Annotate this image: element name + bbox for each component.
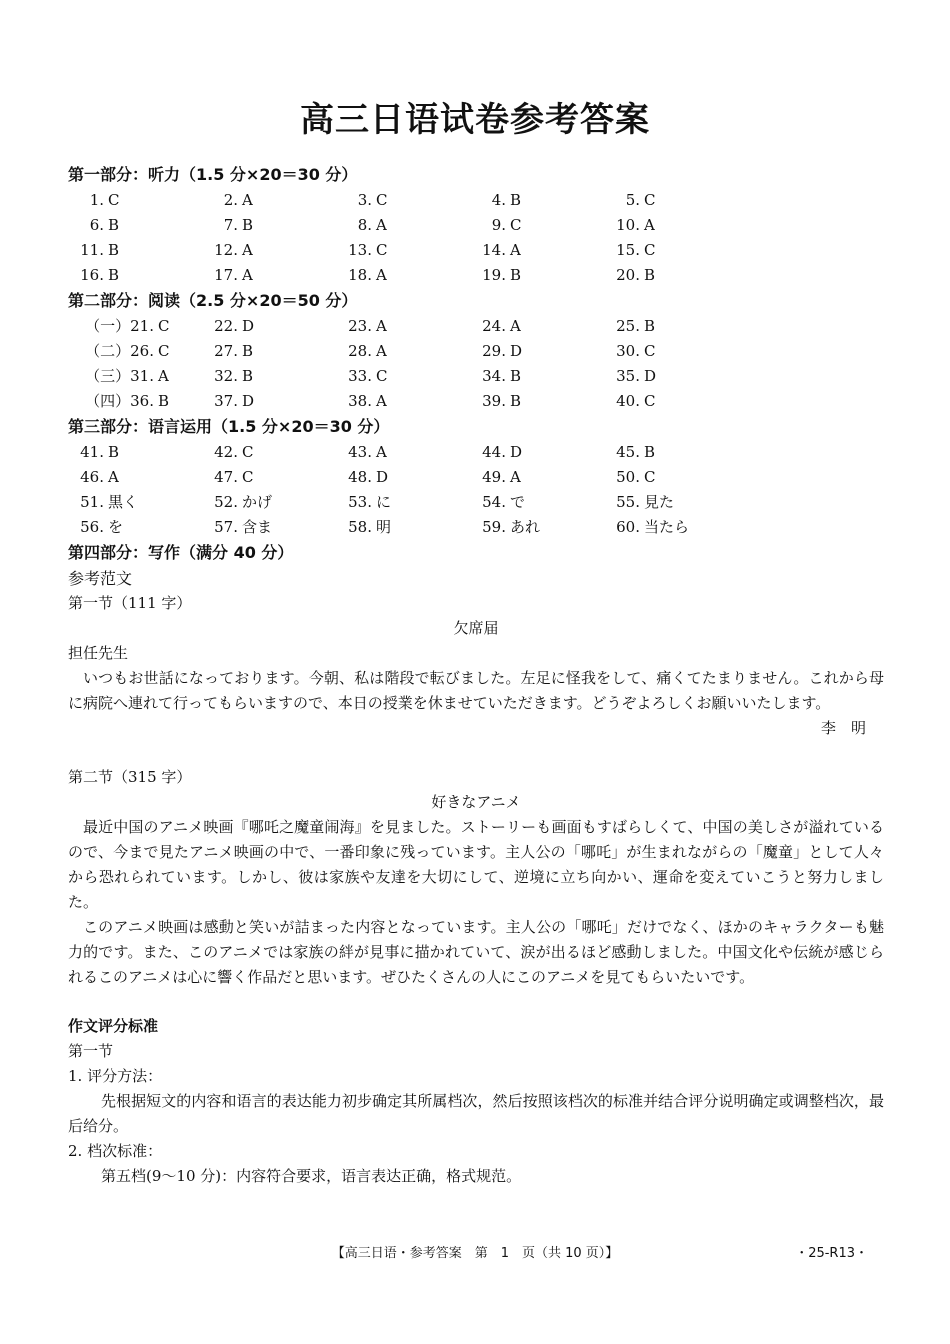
- answer-cell: [68, 339, 202, 364]
- answer-cell: [68, 465, 202, 490]
- question-number: 18.: [348, 266, 372, 284]
- answer-value: B: [644, 443, 656, 461]
- answer-cell: [68, 263, 202, 288]
- answer-cell: [68, 188, 202, 213]
- part2-heading: 第二部分：阅读（2.5 分×20＝50 分）: [68, 291, 358, 310]
- answer-cell: [604, 465, 738, 490]
- answer-value: D: [242, 392, 255, 410]
- answer-row: [68, 515, 884, 540]
- answer-cell: [68, 314, 202, 339]
- question-number: 24.: [482, 317, 506, 335]
- answer-cell: [470, 389, 604, 414]
- question-number: 23.: [348, 317, 372, 335]
- answer-value: A: [644, 216, 655, 234]
- question-number: 56.: [80, 518, 104, 536]
- answer-cell: [604, 490, 738, 515]
- answer-cell: [202, 314, 336, 339]
- answer-value: B: [510, 367, 522, 385]
- answer-cell: [470, 213, 604, 238]
- letter-title: 欠席届: [453, 619, 499, 637]
- answer-value: C: [376, 367, 388, 385]
- answer-cell: [604, 364, 738, 389]
- question-number: 44.: [482, 443, 506, 461]
- answer-cell: [336, 314, 470, 339]
- question-number: 34.: [482, 367, 506, 385]
- answer-cell: [68, 213, 202, 238]
- answer-value: B: [644, 266, 656, 284]
- answer-cell: [68, 364, 202, 389]
- letter-salutation: 担任先生: [68, 644, 129, 662]
- answer-cell: [336, 339, 470, 364]
- answer-value: B: [108, 266, 120, 284]
- question-number: 39.: [482, 392, 506, 410]
- answer-cell: [604, 314, 738, 339]
- question-number: 13.: [348, 241, 372, 259]
- answer-value: A: [242, 266, 253, 284]
- letter-signature: 李 明: [820, 719, 866, 737]
- answer-value: C: [242, 468, 254, 486]
- answer-value: あれ: [510, 518, 541, 536]
- part2-answer-grid: [68, 314, 884, 414]
- answer-cell: [68, 515, 202, 540]
- answer-content: [68, 162, 884, 1189]
- answer-value: C: [376, 191, 388, 209]
- answer-row: [68, 389, 884, 414]
- question-number: 48.: [348, 468, 372, 486]
- scoring-method-label: 1. 评分方法：: [68, 1067, 163, 1085]
- answer-cell: [604, 389, 738, 414]
- answer-value: 含ま: [242, 518, 273, 536]
- answer-cell: [68, 490, 202, 515]
- answer-cell: [470, 515, 604, 540]
- question-number: 8.: [357, 216, 372, 234]
- answer-row: [68, 339, 884, 364]
- answer-cell: [202, 263, 336, 288]
- answer-row: [68, 213, 884, 238]
- answer-cell: [336, 440, 470, 465]
- question-number: 46.: [80, 468, 104, 486]
- answer-cell: [336, 389, 470, 414]
- answer-cell: [604, 515, 738, 540]
- question-number: 38.: [348, 392, 372, 410]
- answer-value: A: [376, 317, 387, 335]
- answer-cell: [604, 440, 738, 465]
- answer-cell: [470, 440, 604, 465]
- answer-value: B: [242, 216, 254, 234]
- scoring-heading: 作文评分标准: [68, 1017, 159, 1035]
- question-number: 27.: [214, 342, 238, 360]
- answer-cell: [202, 515, 336, 540]
- question-number: 42.: [214, 443, 238, 461]
- question-number: 2.: [223, 191, 238, 209]
- answer-cell: [202, 339, 336, 364]
- question-number: 50.: [616, 468, 640, 486]
- answer-value: C: [158, 317, 170, 335]
- answer-row: [68, 364, 884, 389]
- answer-cell: [336, 238, 470, 263]
- answer-value: A: [376, 342, 387, 360]
- question-number: 1.: [89, 191, 104, 209]
- answer-cell: [202, 238, 336, 263]
- answer-cell: [604, 339, 738, 364]
- answer-cell: [336, 490, 470, 515]
- question-number: 40.: [616, 392, 640, 410]
- question-number: 11.: [80, 241, 104, 259]
- question-number: 37.: [214, 392, 238, 410]
- answer-value: C: [644, 342, 656, 360]
- answer-cell: [336, 515, 470, 540]
- part1-heading: 第一部分：听力（1.5 分×20＝30 分）: [68, 165, 358, 184]
- answer-value: D: [644, 367, 657, 385]
- question-number: 9.: [491, 216, 506, 234]
- answer-value: C: [376, 241, 388, 259]
- answer-value: かげ: [242, 493, 273, 511]
- answer-value: B: [242, 342, 254, 360]
- answer-value: B: [108, 216, 120, 234]
- answer-value: を: [108, 518, 124, 536]
- part3-answer-grid: [68, 440, 884, 540]
- question-number: 45.: [616, 443, 640, 461]
- answer-value: C: [644, 392, 656, 410]
- answer-value: 当たら: [644, 518, 690, 536]
- footer-code: ・25-R13・: [795, 1246, 868, 1261]
- question-number: 4.: [491, 191, 506, 209]
- answer-cell: [470, 263, 604, 288]
- answer-value: D: [510, 342, 523, 360]
- answer-cell: [68, 238, 202, 263]
- answer-cell: [470, 490, 604, 515]
- answer-cell: [470, 364, 604, 389]
- answer-value: C: [108, 191, 120, 209]
- answer-value: B: [108, 241, 120, 259]
- answer-value: C: [644, 191, 656, 209]
- essay-paragraph-2: このアニメ映画は感動と笑いが詰まった内容となっています。主人公の「哪吒」だけでなく、ほかのキャラクターも魅力的です。また、このアニメでは家族の絆が見事に描かれていて、涙が出るほど感動しました。中国文化や伝統が感じられるこのアニメは心に響く作品だと思います。ぜひたくさんの人にこのアニメを見てもらいたいです。: [68, 918, 884, 986]
- answer-value: C: [510, 216, 522, 234]
- question-number: 59.: [482, 518, 506, 536]
- question-number: 47.: [214, 468, 238, 486]
- question-number: 55.: [616, 493, 640, 511]
- scoring-grade-label: 2. 档次标准：: [68, 1142, 163, 1160]
- question-number: 12.: [214, 241, 238, 259]
- answer-cell: [470, 465, 604, 490]
- question-number: 5.: [625, 191, 640, 209]
- question-number: 3.: [357, 191, 372, 209]
- question-number: 10.: [616, 216, 640, 234]
- answer-value: D: [376, 468, 389, 486]
- section1-label: 第一节（111 字）: [68, 594, 192, 612]
- answer-value: C: [644, 241, 656, 259]
- answer-cell: [336, 263, 470, 288]
- answer-cell: [470, 314, 604, 339]
- question-number: （一）21.: [85, 317, 154, 335]
- question-number: 41.: [80, 443, 104, 461]
- essay-paragraph-1: 最近中国のアニメ映画『哪吒之魔童闹海』を見ました。ストーリーも画面もすばらしくて、中国の美しさが溢れているので、今まで見たアニメ映画の中で、一番印象に残っています。主人公の「哪吒」が生まれながらの「魔童」として人々から恐れられています。しかし、彼は家族や友達を大切にして、逆境に立ち向かい、運命を変えていこうと努力しました。: [68, 818, 884, 911]
- question-number: 19.: [482, 266, 506, 284]
- question-number: 30.: [616, 342, 640, 360]
- question-number: 7.: [223, 216, 238, 234]
- answer-value: 明: [376, 518, 392, 536]
- question-number: 58.: [348, 518, 372, 536]
- question-number: 35.: [616, 367, 640, 385]
- answer-cell: [336, 188, 470, 213]
- question-number: 6.: [89, 216, 104, 234]
- answer-value: A: [376, 443, 387, 461]
- answer-row: [68, 314, 884, 339]
- question-number: 25.: [616, 317, 640, 335]
- question-number: 33.: [348, 367, 372, 385]
- part1-answer-grid: [68, 188, 884, 288]
- question-number: 14.: [482, 241, 506, 259]
- answer-cell: [202, 490, 336, 515]
- section2-label: 第二节（315 字）: [68, 768, 192, 786]
- answer-value: B: [242, 367, 254, 385]
- answer-cell: [202, 364, 336, 389]
- scoring-grade5: 第五档(9～10 分)：内容符合要求，语言表达正确，格式规范。: [101, 1167, 522, 1185]
- answer-cell: [202, 188, 336, 213]
- answer-cell: [604, 238, 738, 263]
- question-number: 49.: [482, 468, 506, 486]
- page-title: 高三日语试卷参考答案: [300, 100, 650, 140]
- question-number: 60.: [616, 518, 640, 536]
- answer-cell: [336, 364, 470, 389]
- answer-cell: [202, 389, 336, 414]
- answer-row: [68, 188, 884, 213]
- question-number: （四）36.: [85, 392, 154, 410]
- answer-value: B: [644, 317, 656, 335]
- letter-body: いつもお世話になっております。今朝、私は階段で転びました。左足に怪我をして、痛くてたまりません。これから母に病院へ連れて行ってもらいますので、本日の授業を休ませていただきます。どうぞよろしくお願いいたします。: [68, 669, 884, 712]
- part3-heading: 第三部分：语言运用（1.5 分×20＝30 分）: [68, 417, 390, 436]
- answer-value: B: [158, 392, 170, 410]
- footer-page-info: 【高三日语・参考答案 第 1 页（共 10 页）】: [331, 1246, 619, 1261]
- question-number: 22.: [214, 317, 238, 335]
- question-number: 43.: [348, 443, 372, 461]
- answer-cell: [202, 213, 336, 238]
- question-number: 32.: [214, 367, 238, 385]
- question-number: 57.: [214, 518, 238, 536]
- answer-cell: [470, 238, 604, 263]
- answer-value: B: [510, 191, 522, 209]
- scoring-method-text: 先根据短文的内容和语言的表达能力初步确定其所属档次，然后按照该档次的标准并结合评分说明确定或调整档次，最后给分。: [68, 1092, 884, 1135]
- essay-title: 好きなアニメ: [431, 793, 521, 811]
- answer-value: A: [376, 266, 387, 284]
- answer-cell: [604, 188, 738, 213]
- answer-cell: [604, 213, 738, 238]
- answer-value: A: [242, 241, 253, 259]
- answer-value: に: [376, 493, 392, 511]
- sample-label: 参考范文: [68, 569, 133, 588]
- answer-value: C: [158, 342, 170, 360]
- answer-value: で: [510, 493, 526, 511]
- answer-cell: [470, 339, 604, 364]
- question-number: 54.: [482, 493, 506, 511]
- answer-cell: [68, 389, 202, 414]
- answer-cell: [202, 440, 336, 465]
- answer-cell: [470, 188, 604, 213]
- answer-row: [68, 238, 884, 263]
- answer-value: C: [644, 468, 656, 486]
- answer-value: A: [510, 468, 521, 486]
- answer-value: 黒く: [108, 493, 139, 511]
- answer-row: [68, 490, 884, 515]
- answer-value: A: [510, 241, 521, 259]
- answer-value: C: [242, 443, 254, 461]
- answer-cell: [336, 213, 470, 238]
- answer-row: [68, 465, 884, 490]
- question-number: 29.: [482, 342, 506, 360]
- answer-value: A: [108, 468, 119, 486]
- answer-value: 見た: [644, 493, 675, 511]
- answer-cell: [604, 263, 738, 288]
- question-number: （二）26.: [85, 342, 154, 360]
- question-number: 15.: [616, 241, 640, 259]
- question-number: （三）31.: [85, 367, 154, 385]
- answer-cell: [336, 465, 470, 490]
- answer-row: [68, 263, 884, 288]
- answer-row: [68, 440, 884, 465]
- question-number: 53.: [348, 493, 372, 511]
- question-number: 16.: [80, 266, 104, 284]
- answer-value: B: [108, 443, 120, 461]
- question-number: 28.: [348, 342, 372, 360]
- page-footer: [0, 1242, 950, 1264]
- answer-value: A: [242, 191, 253, 209]
- answer-value: A: [376, 392, 387, 410]
- answer-value: A: [510, 317, 521, 335]
- question-number: 20.: [616, 266, 640, 284]
- scoring-section: 第一节: [68, 1042, 114, 1060]
- part4-heading: 第四部分：写作（满分 40 分）: [68, 543, 294, 562]
- answer-value: D: [510, 443, 523, 461]
- answer-value: B: [510, 392, 522, 410]
- answer-value: A: [158, 367, 169, 385]
- answer-value: D: [242, 317, 255, 335]
- answer-cell: [68, 440, 202, 465]
- question-number: 51.: [80, 493, 104, 511]
- answer-value: B: [510, 266, 522, 284]
- answer-cell: [202, 465, 336, 490]
- question-number: 17.: [214, 266, 238, 284]
- answer-value: A: [376, 216, 387, 234]
- question-number: 52.: [214, 493, 238, 511]
